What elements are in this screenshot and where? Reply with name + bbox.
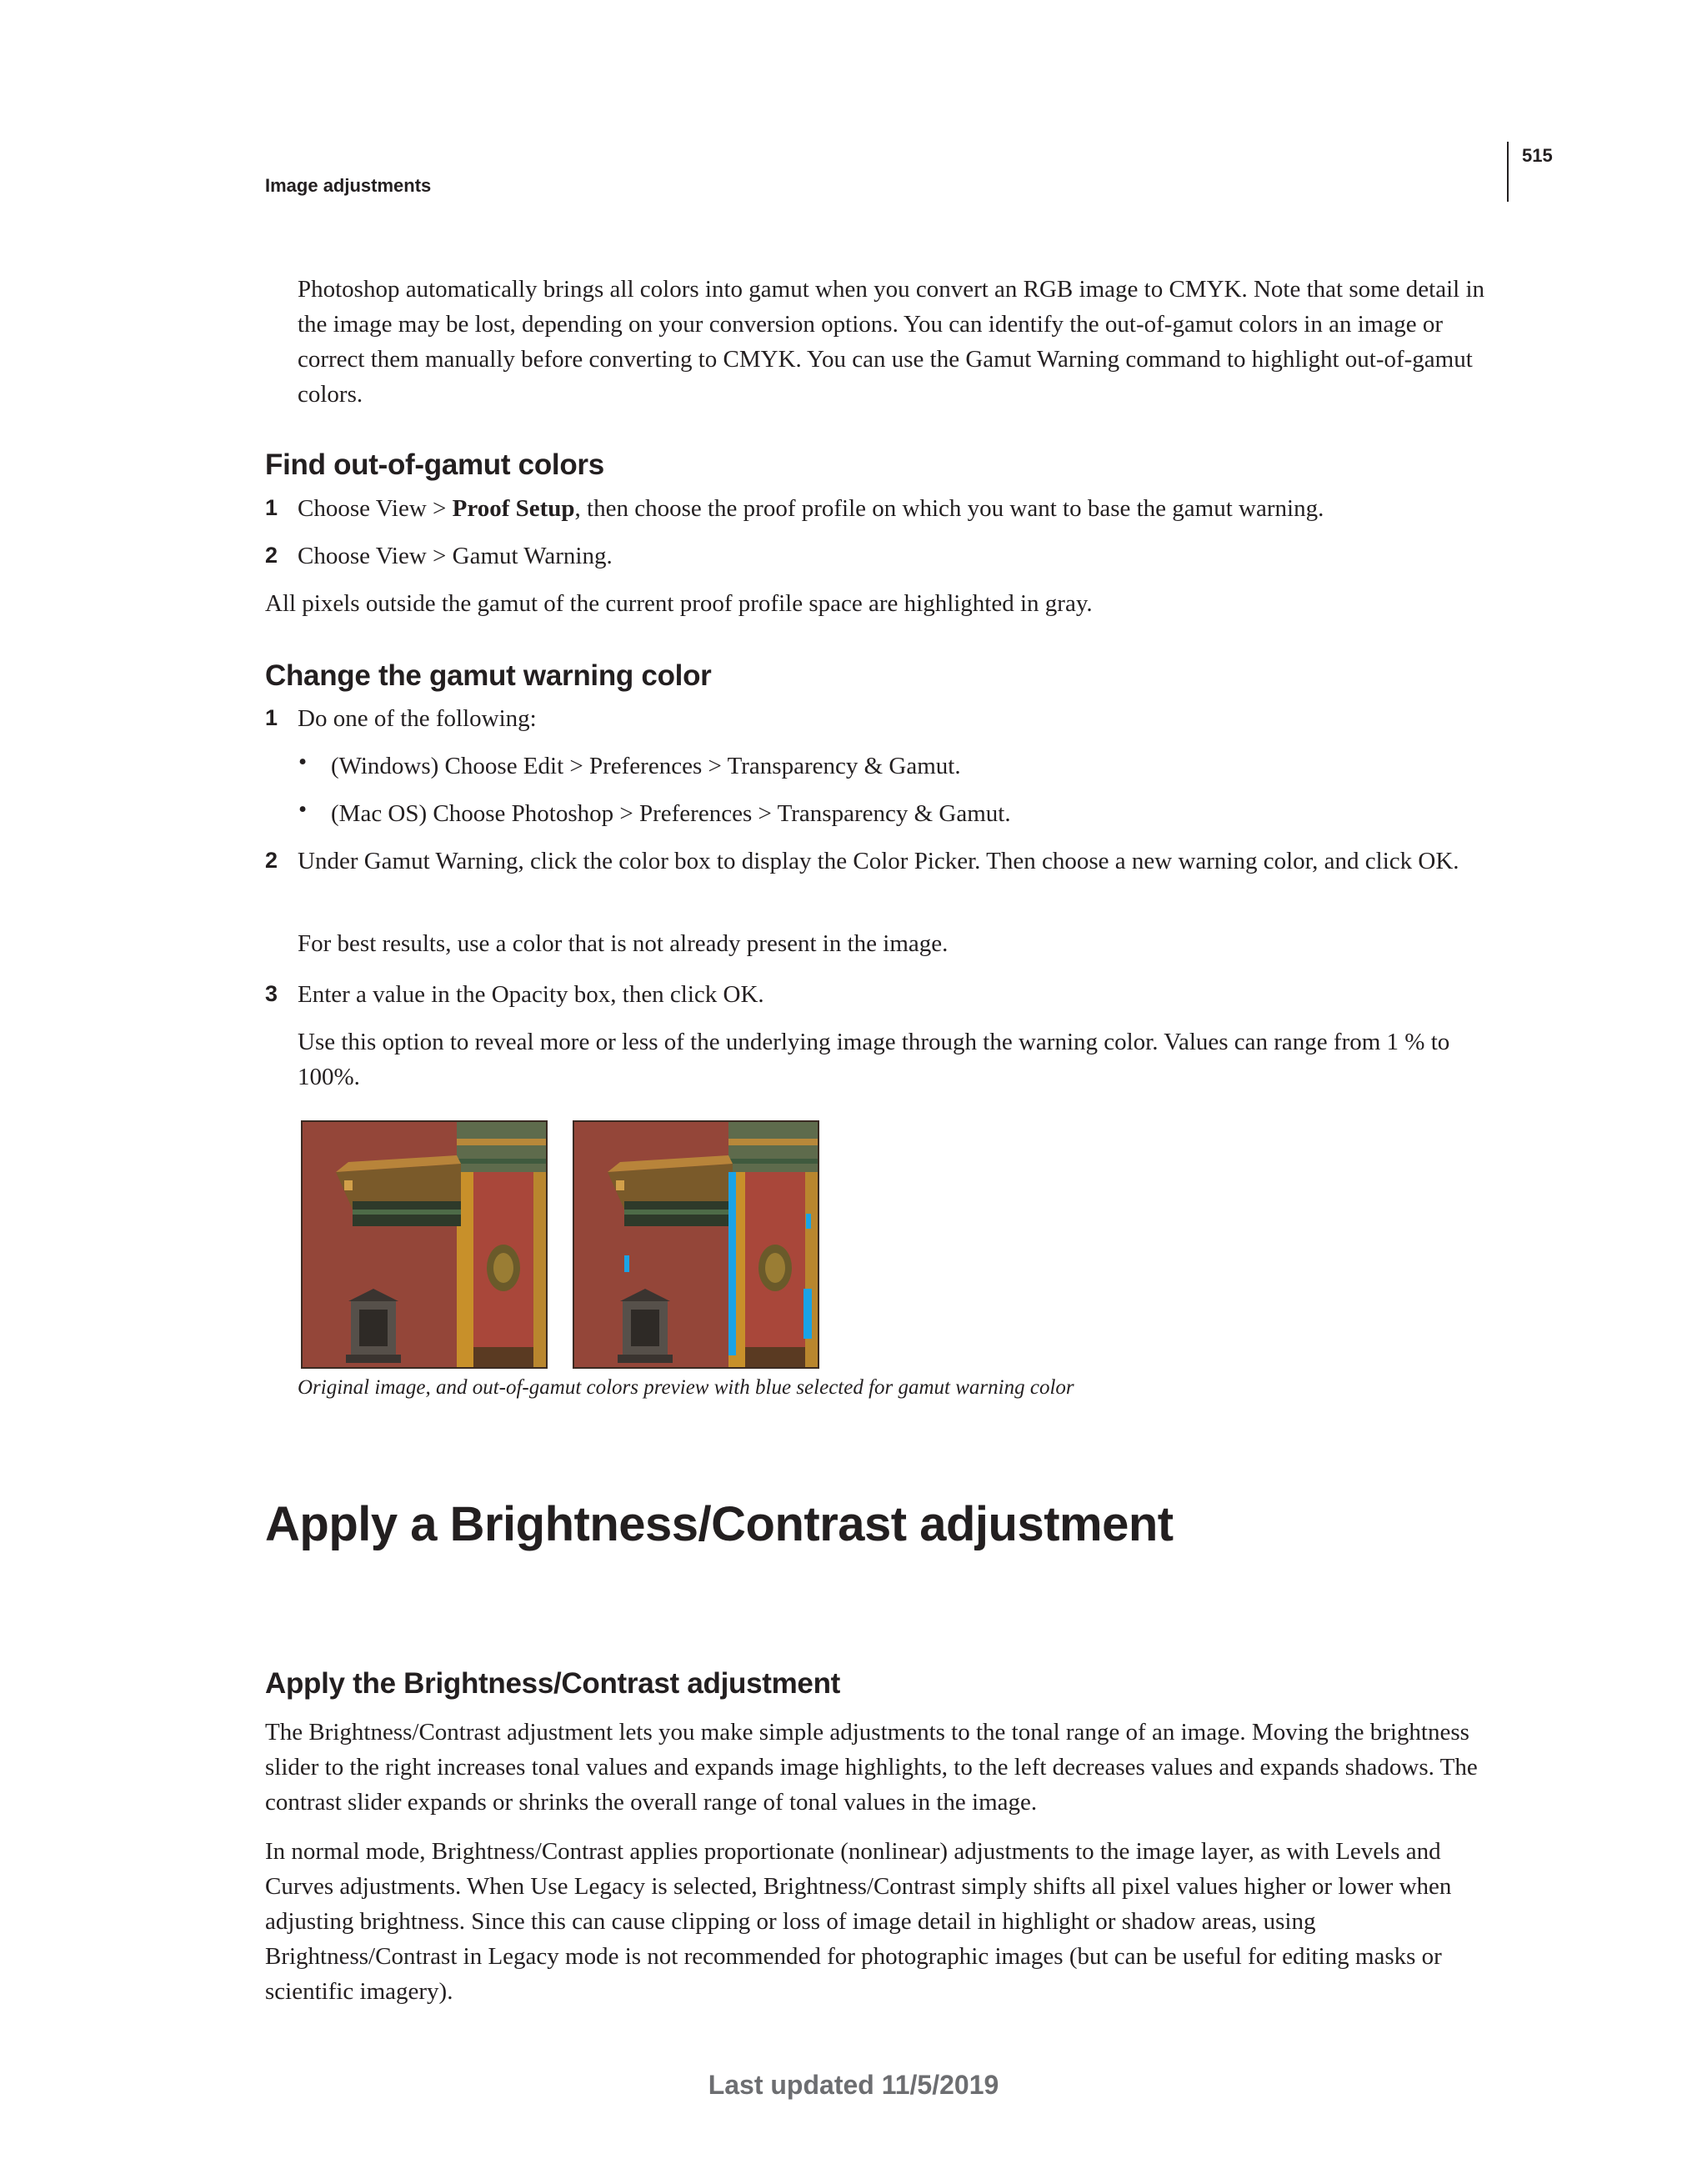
gamut-preview-illustration xyxy=(574,1122,818,1367)
step-1-text: Choose View > Proof Setup, then choose the proof profile on which you want to base the gamut warning. xyxy=(298,495,1324,522)
change-step-2-note: For best results, use a color that is not already present in the image. xyxy=(298,930,949,957)
footer-last-updated: Last updated 11/5/2019 xyxy=(708,2070,999,2100)
brightness-paragraph-2: In normal mode, Brightness/Contrast applies proportionate (nonlinear) adjustments to the image layer, as with Levels and Curves adjustments. When Use Legacy is selected, Brightness/Contrast simply shifts all pixel values higher or lower when adjusting brightness. Since this can cause clipping or loss of image detail in highlight or shadow areas, using Brightness/Contrast in Legacy mode is not recommended for photographic images (but can be useful for editing masks or scientific imagery). xyxy=(265,1838,1452,2005)
bullet-windows: (Windows) Choose Edit > Preferences > Transparency & Gamut. xyxy=(331,753,961,779)
bullet-marker: • xyxy=(298,796,308,823)
running-header-section-title: Image adjustments xyxy=(265,175,432,196)
proof-setup-term: Proof Setup xyxy=(452,495,575,522)
step-number: 2 xyxy=(265,543,278,568)
brightness-paragraph-1: The Brightness/Contrast adjustment lets you make simple adjustments to the tonal range of an image. Moving the brightness slider to the right increases tonal values and expands image highlights, to the left decreases values and expands shadows. The contrast slider expands or shrinks the overall range of tonal values in the image. xyxy=(265,1719,1478,1816)
step-number: 3 xyxy=(265,981,278,1006)
step-2-text: Choose View > Gamut Warning. xyxy=(298,543,613,569)
change-step-2-text: Under Gamut Warning, click the color box to display the Color Picker. Then choose a new warning color, and click OK. xyxy=(298,848,1459,874)
figure-gamut-warning-preview xyxy=(573,1120,819,1369)
change-step-3-note: Use this option to reveal more or less of the underlying image through the warning color. Values can range from 1 % to 100%. xyxy=(298,1029,1450,1090)
change-step-3-text: Enter a value in the Opacity box, then click OK. xyxy=(298,981,764,1008)
header-divider xyxy=(1507,142,1509,202)
step-number: 1 xyxy=(265,495,278,520)
heading-find-out-of-gamut: Find out-of-gamut colors xyxy=(265,448,604,481)
step-number: 1 xyxy=(265,705,278,730)
page-number: 515 xyxy=(1522,145,1553,166)
step-number: 2 xyxy=(265,848,278,873)
figure-caption: Original image, and out-of-gamut colors preview with blue selected for gamut warning color xyxy=(298,1376,1074,1399)
bullet-mac: (Mac OS) Choose Photoshop > Preferences > Transparency & Gamut. xyxy=(331,800,1011,827)
change-step-1-text: Do one of the following: xyxy=(298,705,537,732)
heading-change-warning-color: Change the gamut warning color xyxy=(265,659,712,692)
bullet-marker: • xyxy=(298,749,308,775)
intro-paragraph: Photoshop automatically brings all colors into gamut when you convert an RGB image to CMYK. Note that some detail in the image may be lost, depending on your conversion options. You can identify the out-of-gamut colors in an image or correct them manually before converting to CMYK. You can use the Gamut Warning command to highlight out-of-gamut colors. xyxy=(298,276,1485,408)
figure-original-image xyxy=(301,1120,548,1369)
chapter-title: Apply a Brightness/Contrast adjustment xyxy=(265,1497,1174,1551)
original-image-illustration xyxy=(303,1122,546,1367)
heading-apply-brightness-contrast: Apply the Brightness/Contrast adjustment xyxy=(265,1667,841,1700)
find-result-paragraph: All pixels outside the gamut of the current proof profile space are highlighted in gray. xyxy=(265,590,1093,617)
